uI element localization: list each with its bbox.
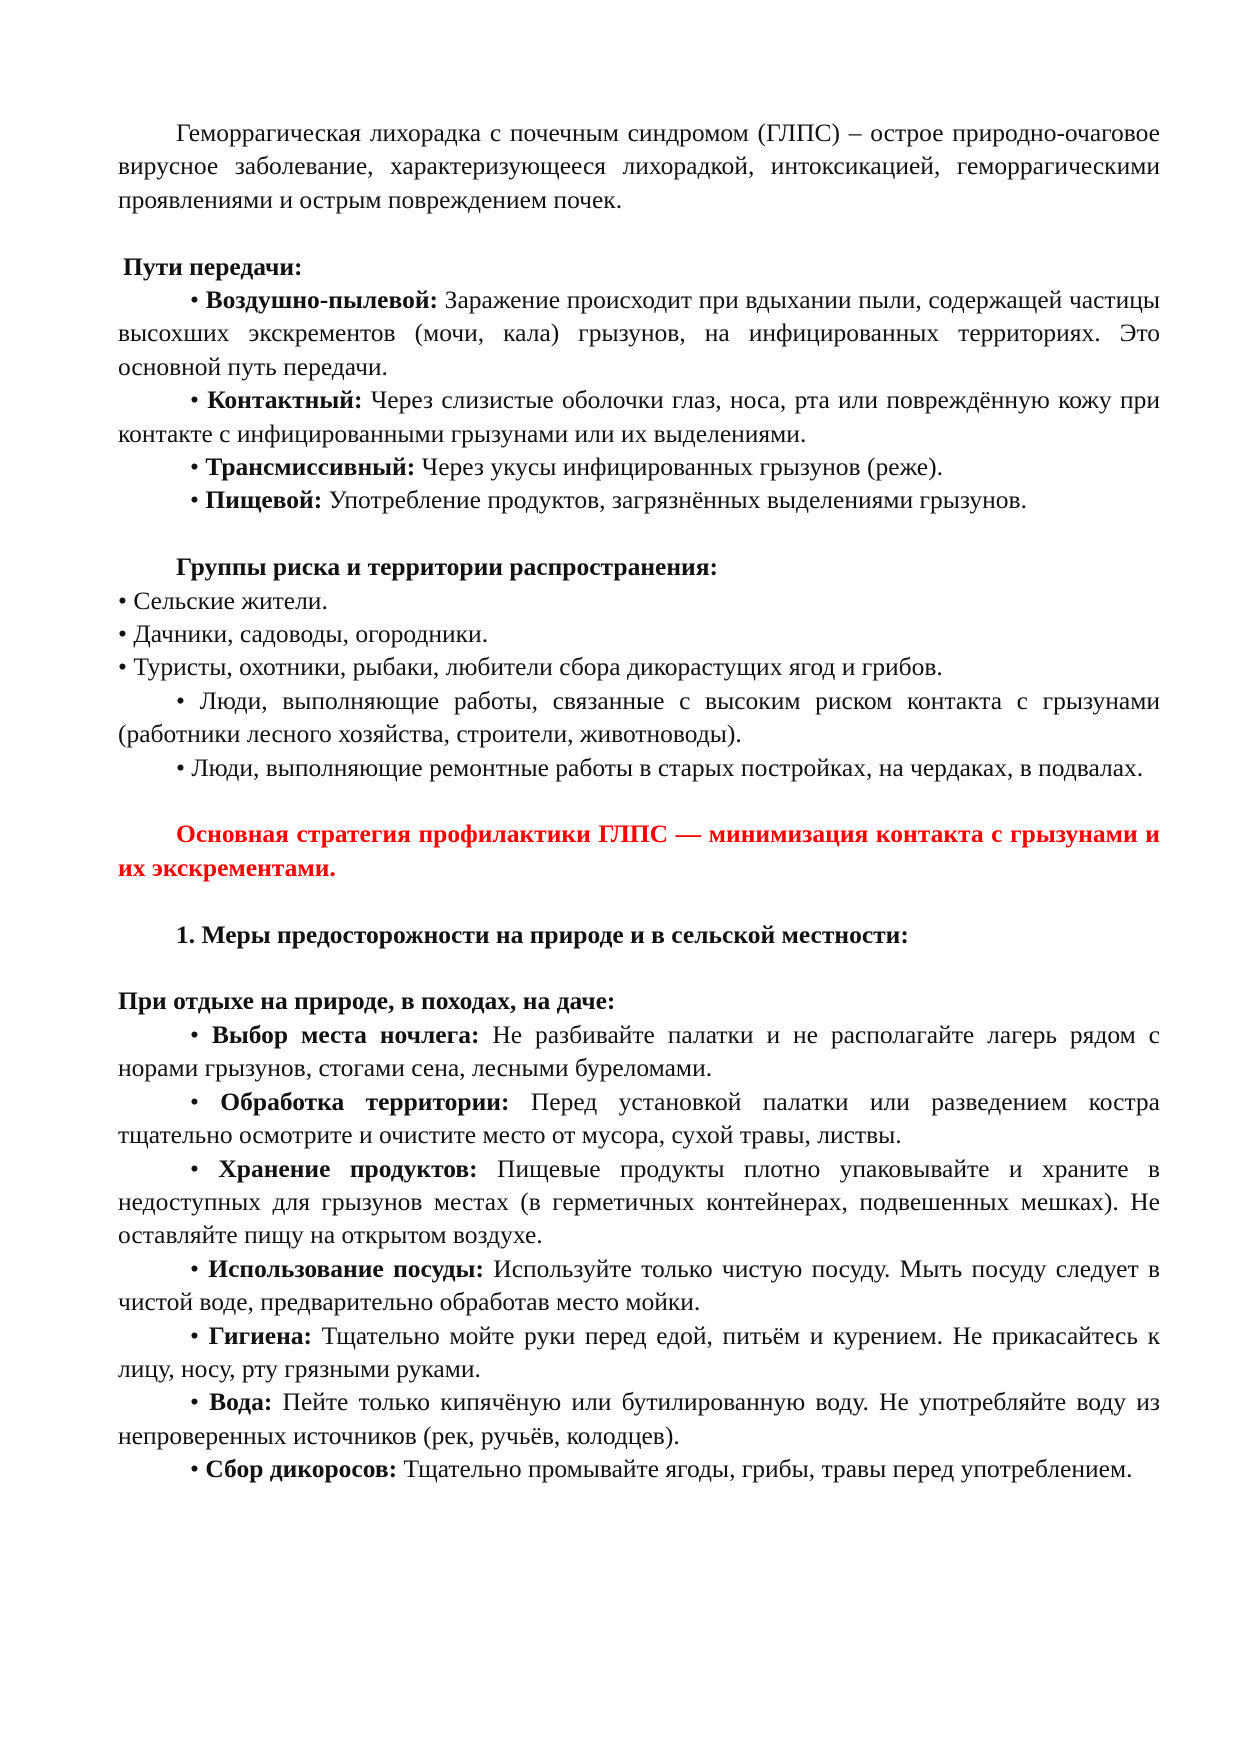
document-page — [118, 116, 1160, 1486]
transmission-item — [118, 283, 1160, 383]
bullet-icon: • — [190, 1153, 219, 1183]
item-term: Пищевой: — [205, 485, 323, 515]
item-term: Трансмиссивный: — [205, 452, 416, 482]
precaution-item — [118, 1152, 1160, 1252]
precaution-item — [118, 1452, 1160, 1485]
bullet-icon: • — [190, 1454, 206, 1484]
spacer — [118, 216, 1160, 249]
precaution-item — [118, 1385, 1160, 1452]
section-1-subheading: При отдыхе на природе, в походах, на даче: — [118, 986, 616, 1016]
precaution-item — [118, 1252, 1160, 1319]
bullet-icon: • — [190, 452, 206, 482]
strategy-statement: Основная стратегия профилактики ГЛПС — минимизация контакта с грызунами и их экскрементами. — [118, 819, 1160, 882]
item-term: Сбор дикоросов: — [205, 1454, 398, 1484]
transmission-item — [118, 483, 1160, 516]
bullet-icon: • — [190, 1253, 209, 1283]
spacer — [118, 884, 1160, 917]
bullet-icon: • — [118, 585, 134, 615]
item-term: Обработка территории: — [220, 1086, 510, 1116]
item-text: Заражение происходит при вдыхании пыли, содержащей частицы высохших экскрементов (мочи, кала) грызунов, на инфицированных территориях. Это основной путь передачи. — [118, 285, 1160, 381]
intro-paragraph: Геморрагическая лихорадка с почечным синдромом (ГЛПС) – острое природно-очаговое вирусное заболевание, характеризующееся лихорадкой, интоксикацией, геморрагическими проявлениями и острым повреждением почек. — [118, 118, 1160, 214]
precaution-item — [118, 1018, 1160, 1085]
item-term: Использование посуды: — [208, 1253, 484, 1283]
risk-group-item: • Люди, выполняющие ремонтные работы в старых постройках, на чердаках, в подвалах. — [176, 752, 1144, 782]
bullet-icon: • — [190, 385, 208, 415]
bullet-icon: • — [190, 1019, 212, 1049]
transmission-item — [118, 450, 1160, 483]
risk-group-item: • Сельские жители. — [118, 585, 328, 615]
item-text: Через укусы инфицированных грызунов (реже). — [415, 452, 943, 482]
risk-group-item: • Туристы, охотники, рыбаки, любители сбора дикорастущих ягод и грибов. — [118, 652, 943, 682]
bullet-icon: • — [190, 1320, 209, 1350]
risk-groups-heading: Группы риска и территории распространения: — [176, 552, 718, 582]
item-term: Контактный: — [207, 385, 363, 415]
bullet-icon: • — [176, 685, 200, 715]
item-term: Выбор места ночлега: — [211, 1019, 480, 1049]
item-term: Вода: — [209, 1387, 273, 1417]
item-text: Не разбивайте палатки и не располагайте лагерь рядом с норами грызунов, стогами сена, лесными буреломами. — [118, 1019, 1160, 1083]
item-text: Пищевые продукты плотно упаковывайте и храните в недоступных для грызунов местах (в герметичных контейнерах, подвешенных мешках). Не оставляйте пищу на открытом воздухе. — [118, 1153, 1161, 1250]
spacer — [118, 784, 1160, 817]
precaution-item — [118, 1085, 1160, 1152]
item-text: Употребление продуктов, загрязнённых выделениями грызунов. — [322, 485, 1027, 515]
section-1-heading: 1. Меры предосторожности на природе и в сельской местности: — [176, 919, 909, 949]
bullet-icon: • — [118, 619, 134, 649]
precaution-item — [118, 1319, 1160, 1386]
bullet-icon: • — [190, 1387, 210, 1417]
transmission-heading: Пути передачи: — [123, 251, 303, 281]
item-text: Тщательно промывайте ягоды, грибы, травы перед употреблением. — [397, 1454, 1133, 1484]
risk-group-item: • Люди, выполняющие работы, связанные с высоким риском контакта с грызунами (работники лесного хозяйства, строители, животноводы). — [118, 685, 1160, 749]
transmission-item — [118, 383, 1160, 450]
item-text: Тщательно мойте руки перед едой, питьём и курением. Не прикасайтесь к лицу, носу, рту грязными руками. — [118, 1320, 1160, 1383]
spacer — [118, 517, 1160, 550]
item-term: Гигиена: — [208, 1320, 313, 1350]
item-text: Перед установкой палатки или разведением костра тщательно осмотрите и очистите место от мусора, сухой травы, листвы. — [118, 1086, 1160, 1150]
item-term: Хранение продуктов: — [218, 1153, 478, 1183]
bullet-icon: • — [190, 285, 206, 315]
spacer — [118, 951, 1160, 984]
bullet-icon: • — [190, 1086, 221, 1116]
bullet-icon: • — [118, 652, 134, 682]
bullet-icon: • — [190, 485, 206, 515]
risk-group-item: • Дачники, садоводы, огородники. — [118, 619, 489, 649]
item-text: Пейте только кипячёную или бутилированную воду. Не употребляйте воду из непроверенных источников (рек, ручьёв, колодцев). — [118, 1387, 1160, 1450]
item-text: Используйте только чистую посуду. Мыть посуду следует в чистой воде, предварительно обработав место мойки. — [118, 1253, 1160, 1317]
item-term: Воздушно-пылевой: — [205, 285, 439, 315]
bullet-icon: • — [176, 752, 192, 782]
item-text: Через слизистые оболочки глаз, носа, рта или повреждённую кожу при контакте с инфицированными грызунами или их выделениями. — [118, 385, 1160, 448]
